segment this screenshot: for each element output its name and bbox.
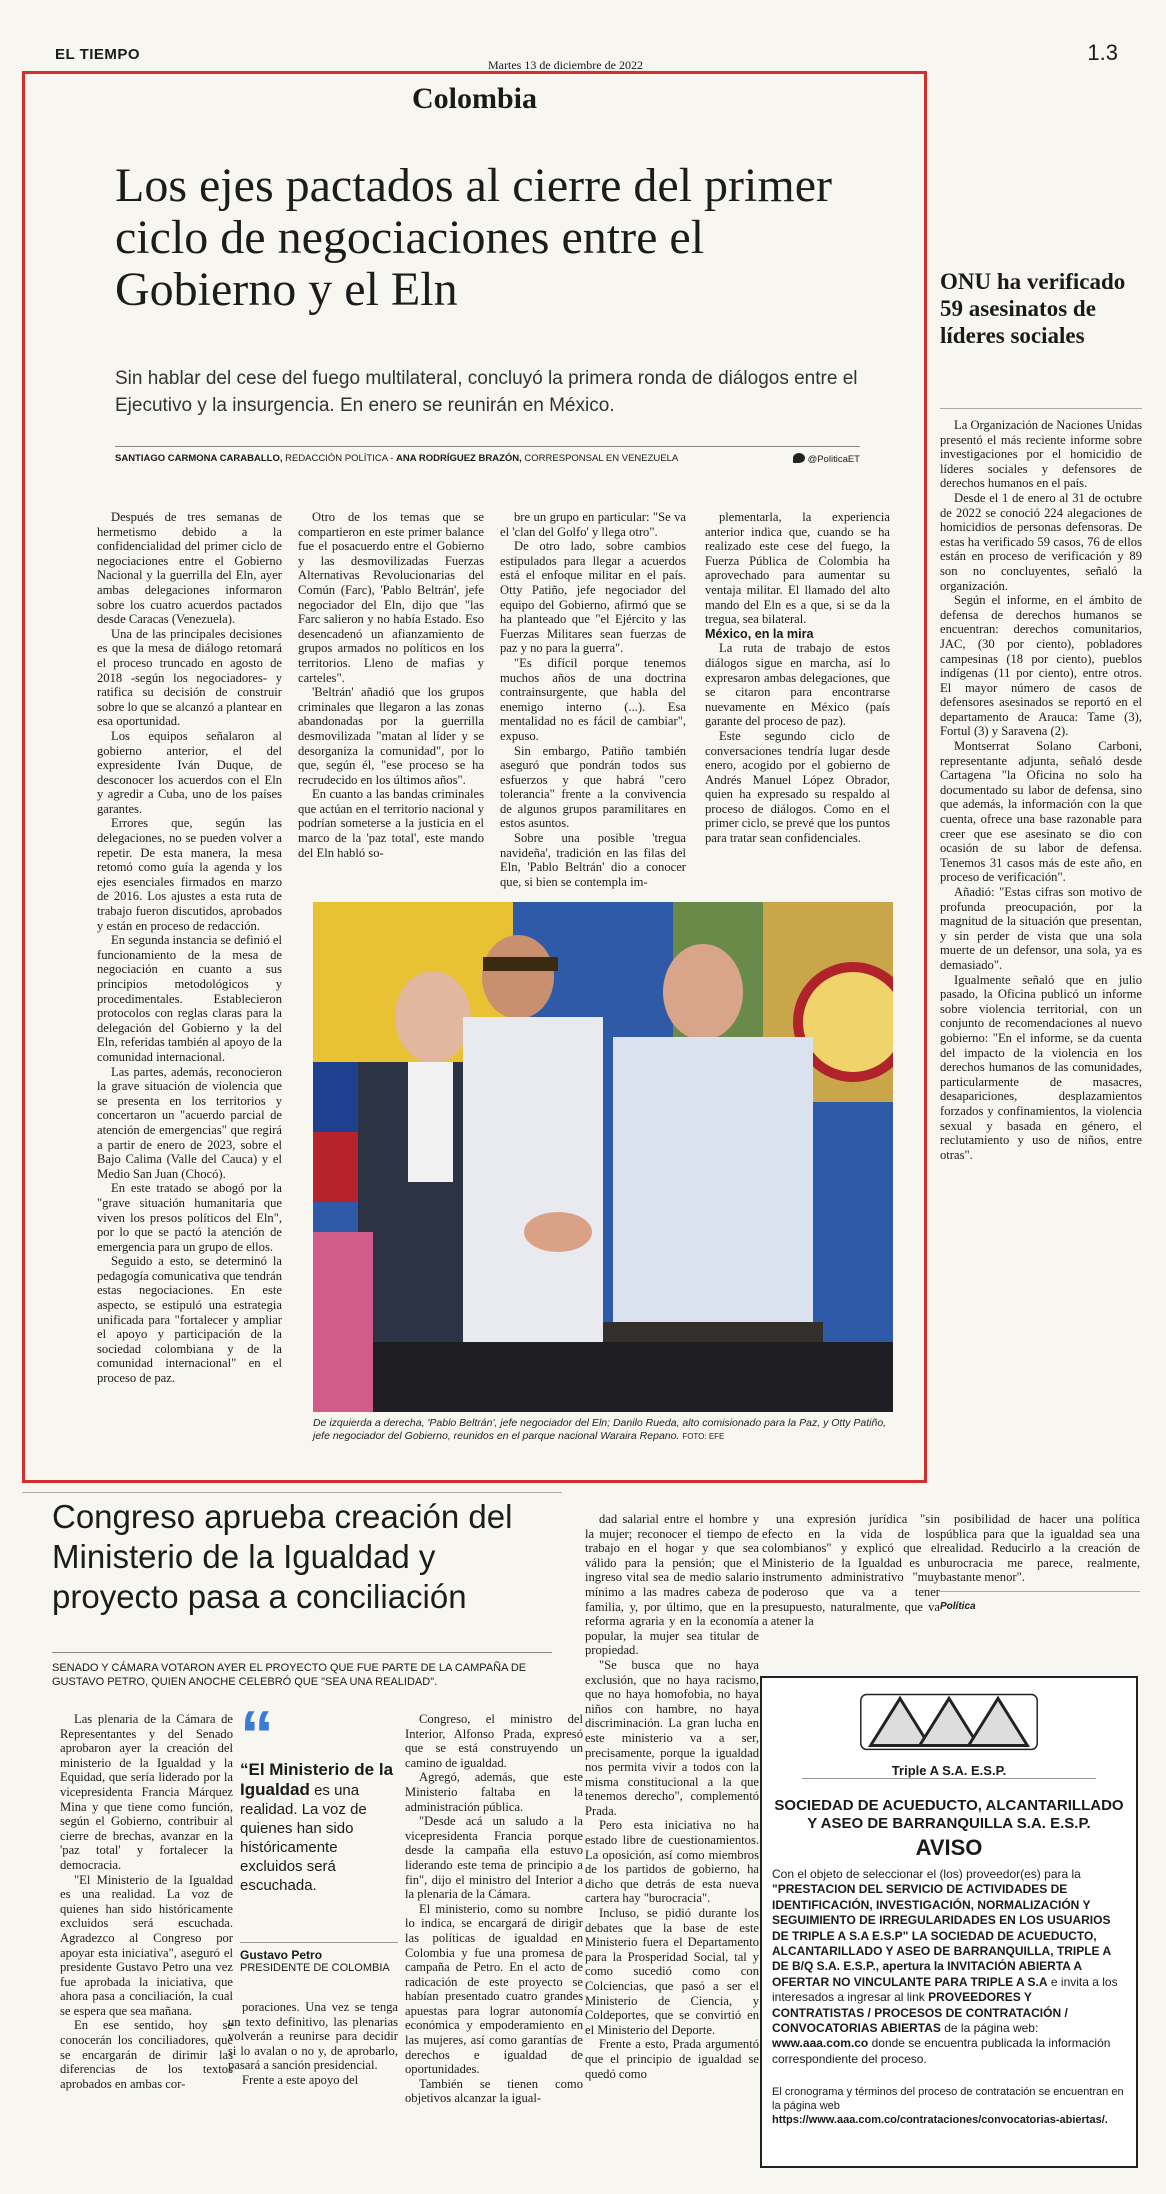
paragraph: Frente a este apoyo del: [242, 2072, 359, 2087]
quote-attribution: [240, 1942, 398, 1974]
paragraph: En cuanto a las bandas criminales que actúan en el territorio nacional y podrían someterse a la justicia en el marco de la 'paz total', este mando del Eln habló so-: [298, 787, 484, 860]
paragraph: Sin embargo, Patiño también aseguró que pondrán todos sus esfuerzos y que habrá "cero tolerancia" frente a la convivencia de algunos grupos paramilitares en estos asuntos.: [500, 743, 686, 831]
negotiators-photo: [313, 902, 893, 1412]
main-headline: Los ejes pactados al cierre del primer ciclo de negociaciones entre el Gobierno y el Eln: [115, 159, 832, 316]
ad-company-name: SOCIEDAD DE ACUEDUCTO, ALCANTARILLADO Y ASEO DE BARRANQUILLA S.A. E.S.P.: [774, 1797, 1124, 1832]
sidebar-divider: [940, 408, 1142, 409]
second-column-2: [228, 2000, 398, 2088]
paragraph: En este tratado se abogó por la "grave situación humanitaria que viven los presos políticos del Eln", por lo que se pactó la atención de emergencia para un grupo de ellos.: [97, 1181, 282, 1254]
paragraph: Las plenaria de la Cámara de Representantes y del Senado aprobaron ayer la creación del ministerio de la Igualdad y la Equidad, que sería liderado por la vicepresidenta Francia Márquez Mina y que tiene como función, según el Gobierno, contribuir al cierre de brechas, avanzar en la 'paz total' y fortalecer la democracia.: [60, 1712, 233, 1872]
paragraph: El ministerio, como su nombre lo indica, se encargará de dirigir las políticas de igualdad en Colombia y fue una promesa de campaña de Petro. En el acto de radicación de este proyecto se habían presentado cuatro grandes apuestas para lograr autonomía económica y empoderamiento en las mujeres, así como garantías de derechos e igualdad de oportunidades.: [405, 1901, 583, 2077]
main-column-4-b: [705, 641, 890, 845]
second-column-5: [762, 1512, 940, 1629]
caption-text: De izquierda a derecha, 'Pablo Beltrán', jefe negociador del Eln; Danilo Rueda, alto comisionado para la Paz, y Otty Patiño, jefe negociador del Gobierno, reunidos en el parque nacional Waraira Repano.: [313, 1417, 887, 1442]
paragraph: "El Ministerio de la Igualdad es una realidad. La voz de quienes han sido históricamente excluidos será escuchada. Agradezco al Congreso por apoyar esta iniciativa", aseguró el presidente Gustavo Petro una vez fue aprobada la iniciativa, que ahora pasa a conciliación, la cual se espera que sea mañana.: [60, 1872, 233, 2018]
quote-author: Gustavo Petro: [240, 1948, 323, 1962]
quote-role: PRESIDENTE DE COLOMBIA: [240, 1962, 390, 1974]
paragraph: Según el informe, en el ámbito de defensa de derechos humanos se encuentran: derechos comunitarios, JAC, (30 por ciento), pobladores campesinas (18 por ciento), pueblos indígenas (11 por ciento), entre otros. El mayor número de casos de defensores asesinados se reportó en el departamento de Arauca: Tame (3), Fortul (3) y Saravena (2).: [940, 593, 1142, 739]
ad-body-4: PROVEEDORES Y CONTRATISTAS / PROCESOS DE CONTRATACIÓN / CONVOCATORIAS ABIERTAS: [772, 1990, 1068, 2036]
ad-url-link[interactable]: https://www.aaa.com.co/contrataciones/convocatorias-abiertas/.: [772, 2114, 1108, 2127]
byline-author-2: ANA RODRÍGUEZ BRAZÓN,: [395, 453, 522, 464]
ad-website-link[interactable]: www.aaa.com.co: [772, 2036, 869, 2051]
sidebar-headline: ONU ha verificado 59 asesinatos de líderes sociales: [940, 269, 1126, 348]
ad-body: [772, 1867, 1126, 2067]
issue-date: Martes 13 de diciembre de 2022: [488, 58, 643, 72]
paragraph: Seguido a esto, se determinó la pedagogía comunicativa que tendrán estas negociaciones. En este aspecto, se estipuló una estrategia unificada para "fortalecer y ampliar el apoyo y participación de la sociedad colombiana y de la comunidad internacional" en el proceso de paz.: [97, 1254, 282, 1386]
twitter-icon: [793, 453, 805, 463]
ad-brand: Triple A S.A. E.S.P.: [891, 1763, 1007, 1778]
main-byline: [115, 446, 860, 464]
section-title: Colombia: [411, 82, 537, 115]
main-lead: Sin hablar del cese del fuego multilateral, concluyó la primera ronda de diálogos entre el Ejecutivo y la insurgencia. En enero se reunirán en México.: [115, 368, 858, 416]
photo-illustration: [313, 902, 893, 1412]
column-byline-wrap: [940, 1591, 1140, 1614]
ad-body-7: donde se encuentra publicada la información correspondiente del proceso.: [772, 2036, 1111, 2066]
paragraph: poraciones. Una vez se tenga un texto definitivo, las plenarias volverán a reunirse para decidir si lo avalan o no y, de aprobarlo, pasará a sanción presidencial.: [228, 2000, 398, 2073]
paragraph: dad salarial entre el hombre y la mujer; reconocer el tiempo de trabajo en el hogar y que sea válido para la pensión; que el ingreso vital sea de medio salario mínimo a las madres cabeza de familia, y, por último, que en la reforma agraria y en la economía popular, la mujer sea titular de propiedad.: [585, 1512, 759, 1658]
second-article-divider: [22, 1492, 562, 1493]
paragraph: En ese sentido, hoy se conocerán los conciliadores, que se encargarán de dirimir las diferencias de los textos aprobados en ambas cor-: [60, 2018, 233, 2091]
paragraph: "Desde acá un saludo a la vicepresidenta Francia porque desde la campaña ella estuvo liderando este tema de principio a fin", dijo el ministro del Interior a la plenaria de la Cámara.: [405, 1814, 583, 1902]
second-column-1: [60, 1712, 233, 2091]
ad-body-3: e invita a los interesados a ingresar al link: [772, 1974, 1118, 2005]
paragraph: Agregó, además, que este Ministerio faltaba en la administración pública.: [405, 1770, 583, 1814]
main-column-2: [298, 510, 484, 860]
paragraph: También se tienen como objetivos alcanzar la igual-: [405, 2076, 583, 2106]
paragraph: posibilidad de hacer una política pública para que la igualdad sea una realidad. Reducirlo a la creación de burocracia me parece, realmente, bastante menor".: [940, 1512, 1140, 1585]
paragraph: "Se busca que no haya exclusión, que no haya racismo, que no haya homofobia, no haya niños con hambre, no haya discriminación. La gran lucha en este ministerio va a ser, precisamente, porque la igualdad nos permita vivir a todos con la misma constitucional a la que tenemos derecho", complementó Prada.: [585, 1657, 759, 1818]
paragraph: Errores que, según las delegaciones, no se pueden volver a repetir. De esta manera, la mesa retomó como guía la agenda y los ejes esenciales firmados en marzo de 2016. Los ajustes a esta ruta de trabajo fueron discutidos, aprobados y están en proceso de redacción.: [97, 816, 282, 933]
second-deck: SENADO Y CÁMARA VOTARON AYER EL PROYECTO QUE FUE PARTE DE LA CAMPAÑA DE GUSTAVO PETRO, QUIEN ANOCHE CELEBRÓ QUE "SEA UNA REALIDAD".: [52, 1652, 552, 1689]
pull-quote-lead: “El Ministerio de la Igualdad: [240, 1760, 394, 1799]
paragraph: Desde el 1 de enero al 31 de octubre de 2022 se conoció 224 alegaciones de homicidios de personas defensoras. De estas ha verificado 59 casos, 76 de ellos están en proceso de verificación y 89 son no concluyentes, señaló la organización.: [940, 490, 1142, 593]
paragraph: 'Beltrán' añadió que los grupos criminales que llegaron a las zonas abandonadas por la guerrilla desmovilizada "matan al líder y se desorganiza la comunidad", por lo que, según él, "ese proceso se ha recrudecido en los últimos años".: [298, 685, 484, 787]
second-headline: Congreso aprueba creación del Ministerio de la Igualdad y proyecto pasa a conciliación: [52, 1498, 513, 1615]
ad-foot-1: El cronograma y términos del proceso de contratación se encuentran en la página web: [772, 2086, 1124, 2113]
page-number: 1.3: [1087, 40, 1118, 65]
ad-logo: [802, 1686, 1096, 1779]
quote-mark: “: [240, 1697, 274, 1773]
column-byline: Política: [940, 1600, 976, 1612]
paragraph: Después de tres semanas de hermetismo debido a la confidencialidad del primer ciclo de negociaciones entre el Gobierno Nacional y la guerrilla del Eln, ayer ambas delegaciones informaron sobre los cuatro acuerdos pactados desde Caracas (Venezuela).: [97, 510, 282, 627]
second-column-6-text: [940, 1512, 1140, 1585]
byline-role-2: CORRESPONSAL EN VENEZUELA: [521, 453, 679, 464]
paragraph: Otro de los temas que se compartieron en este primer balance fue el posacuerdo entre el Gobierno y las desmovilizadas Fuerzas Alternativas Revolucionarias del Común (Farc), 'Pablo Beltrán', jefe negociador del Eln, dijo que "las Farc salieron y no había Estado. Eso desencadenó un afianzamiento de grupos armados no políticos en los territorios. Lleno de mafias y carteles".: [298, 510, 484, 685]
paragraph: una expresión jurídica "sin efecto en la vida de los colombianos" y explicó que el Ministerio de la Igualdad es un instrumento administrativo "muy poderoso que va a tener presupuesto, naturalmente, que va a atener la: [762, 1512, 940, 1629]
column-subhead: México, en la mira: [705, 626, 814, 641]
paragraph: Añadió: "Estas cifras son motivo de profunda preocupación, por la magnitud de la situación que presentan, y sin perder de vista que una sola muerte de un defensor, una sola, ya es demasiado".: [940, 885, 1142, 972]
photo-credit: FOTO: EFE: [682, 1432, 725, 1441]
byline-role-1: REDACCIÓN POLÍTICA -: [282, 453, 396, 464]
paragraph: La Organización de Naciones Unidas presentó el más reciente informe sobre investigaciones por el homicidio de líderes sociales y defensores de derechos humanos en el país.: [940, 418, 1142, 491]
ad-body-1: Con el objeto de seleccionar el (los) proveedor(es) para la: [772, 1867, 1081, 1881]
paragraph: En segunda instancia se definió el funcionamiento de la mesa de negociación en cuanto a sus principios metodológicos y procedimentales. Establecieron protocolos con reglas claras para la delegación del Gobierno y la del Eln, referidas también al apoyo de la comunidad internacional.: [97, 933, 283, 1064]
paragraph: Igualmente señaló que en julio pasado, la Oficina publicó un informe sobre violencia territorial, con un conjunto de recomendaciones al nuevo gobierno: "En el informe, se da cuenta del impacto de la violencia en los derechos humanos de las comunidades, particularmente de masacres, desapariciones, desplazamientos forzados y confinamientos, la violencia sexual y basada en género, el reclutamiento y uso de niños, entre otras".: [940, 972, 1142, 1162]
paragraph: bre un grupo en particular: "Se va el 'clan del Golfo' y llega otro".: [500, 510, 686, 539]
sidebar-body: [940, 418, 1142, 1162]
pull-quote: [240, 1760, 398, 1895]
twitter-handle: [793, 453, 860, 465]
paragraph: plementarla, la experiencia anterior indica que, cuando se ha realizado este cese del fuego, la Fuerza Pública de Colombia ha aprovechado para aumentar su ventaja militar. El llamado del alto mando del Eln es a que, si se da la tregua, sea bilateral.: [705, 510, 890, 627]
second-column-3: [405, 1712, 583, 2106]
paragraph: Sobre una posible 'tregua navideña', tradición en las filas del Eln, 'Pablo Beltrán' dio a conocer que, si bien se contempla im-: [500, 831, 686, 889]
ad-footer: [772, 2085, 1126, 2127]
main-column-3: [500, 510, 686, 889]
photo-caption: [313, 1417, 893, 1443]
aaa-logo-icon: [802, 1686, 1096, 1756]
main-column-4: [705, 510, 890, 846]
paragraph: Las partes, además, reconocieron la grave situación de violencia que se presenta en los territorios y concertaron un "acuerdo parcial de atención de emergencias" que regirá a partir de enero de 2023, sobre el Bajo Calima (Valle del Cauca) y el Medio San Juan (Chocó).: [97, 1064, 282, 1181]
newspaper-logo: EL TIEMPO: [55, 46, 141, 63]
paragraph: De otro lado, sobre cambios estipulados para llegar a acuerdos está el enfoque militar en el país. Otty Patiño, jefe negociador del equipo del Gobierno, afirmó que se ha planteado que "el Ejército y las Fuerzas Militares sean fuerzas de paz y no para la guerra".: [500, 539, 686, 656]
paragraph: Frente a esto, Prada argumentó que el principio de igualdad se quedó como: [585, 2037, 759, 2081]
paragraph: Este segundo ciclo de conversaciones tendría lugar desde enero, acogido por el gobierno de Andrés Manuel López Obrador, quien ha expresado su respaldo al proceso de diálogos. Como en el primer ciclo, se prevé que los puntos para tratar sean confidenciales.: [705, 728, 891, 846]
paragraph: La ruta de trabajo de estos diálogos sigue en marcha, así lo expresaron ambas delegaciones, que se citaron para encontrarse nuevamente en México (país garante del proceso de paz).: [705, 641, 890, 729]
main-column-1: [97, 510, 282, 1386]
twitter-handle-text: @PoliticaET: [807, 454, 860, 465]
triple-a-advertisement: [760, 1676, 1138, 2168]
second-column-6: [940, 1512, 1140, 1614]
paragraph: Incluso, se pidió durante los debates que la base de este Ministerio fuera el Departamento para la Prosperidad Social, tal y como sucedió como con Colciencias, que pasó a ser el Ministerio de Ciencia, y Coldeportes, que se convirtió en el Ministerio del Deporte.: [585, 1906, 759, 2037]
main-column-4-a: [705, 510, 890, 627]
paragraph: Congreso, el ministro del Interior, Alfonso Prada, expresó que se está construyendo un camino de igualdad.: [405, 1712, 583, 1770]
paragraph: Montserrat Solano Carboni, representante adjunta, señaló desde Cartagena "la Oficina no solo ha documentado su labor de defensa, sino que además, la información con la que cuenta, ofrece una base razonable para creer que ese asesinato se dio con ocasión de su labor de defensa. Tenemos 31 casos más de este año, en proceso de verificación".: [940, 739, 1142, 885]
pull-quote-rest: es una realidad. La voz de quienes han sido históricamente excluidos será escuchada.: [240, 1782, 367, 1894]
paragraph: Pero esta iniciativa no ha estado libre de cuestionamientos. La oposición, así como miembros de los partidos de gobierno, ha dicho que detrás de esta nueva cartera hay "burocracia".: [585, 1818, 759, 1906]
ad-body-5: de la página web:: [940, 2021, 1039, 2036]
ad-body-2: "PRESTACION DEL SERVICIO DE ACTIVIDADES DE IDENTIFICACIÓN, INVESTIGACIÓN, NORMALIZACIÓN Y SEGUIMIENTO DE IRREGULARIDADES EN LOS USUARIOS DE TRIPLE A S.A E.S.P" LA SOCIEDAD DE ACUEDUCTO, ALCANTARILLADO Y ASEO DE BARRANQUILLA, TRIPLE A DE B/Q S.A. E.S.P., apertura la INVITACIÓN ABIERTA A OFERTAR NO VINCULANTE PARA TRIPLE A S.A: [772, 1882, 1111, 1989]
paragraph: "Es difícil porque tenemos muchos años de una doctrina contrainsurgente, que habla del enemigo interno (...). Esa mentalidad no es fácil de cambiar", expuso.: [500, 655, 686, 743]
paragraph: Una de las principales decisiones es que la mesa de diálogo retomará el proceso truncado en agosto de 2018 -según los negociadores- y ratifica su decisión de construir sobre lo que se alcanzó a plantear en esa oportunidad.: [97, 626, 282, 729]
second-column-4: [585, 1512, 759, 2081]
byline-author-1: SANTIAGO CARMONA CARABALLO,: [115, 453, 283, 464]
paragraph: Los equipos señalaron al gobierno anterior, el del expresidente Iván Duque, de desconocer los acuerdos con el Eln y agredir a Cuba, uno de los países garantes.: [97, 728, 282, 816]
ad-heading: AVISO: [915, 1835, 983, 1860]
